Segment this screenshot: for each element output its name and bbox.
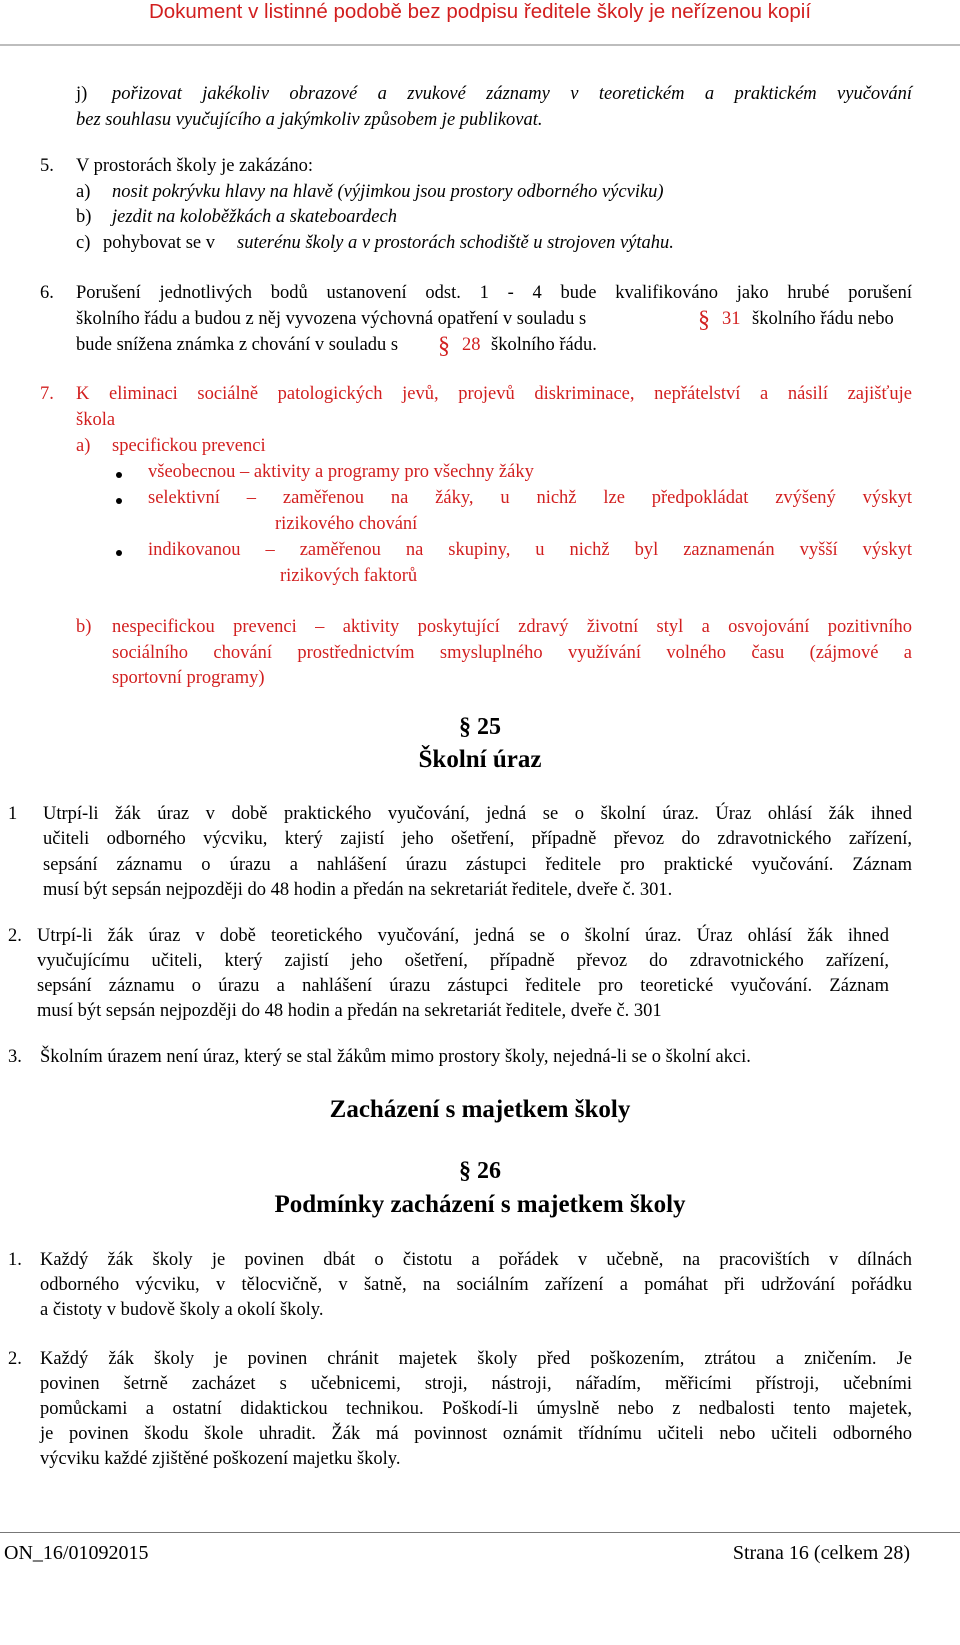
para25-item1-line: Utrpí-li žák úraz v době praktického vyučování, jedná se o školní úraz. Úraz ohlásí žák ihned bbox=[43, 804, 912, 824]
section7-bullet2-l1: selektivní – zaměřenou na žáky, u nichž lze předpokládat zvýšený výskyt bbox=[148, 488, 912, 508]
section5-a-text: nosit pokrývku hlavy na hlavě (výjimkou jsou prostory odborného výcviku) bbox=[112, 182, 664, 202]
bullet-dot bbox=[116, 498, 122, 504]
para26-item1-line: a čistoty v budově školy a okolí školy. bbox=[40, 1300, 324, 1320]
section6-line3b: školního řádu. bbox=[491, 335, 597, 355]
section7-bullet2-l2: rizikového chování bbox=[275, 514, 418, 534]
para25-item2-line: sepsání záznamu o úrazu a nahlášení úrazu zástupci ředitele pro teoretické vyučování. Záznam bbox=[37, 976, 889, 996]
section7-bullet3-l2: rizikových faktorů bbox=[280, 566, 418, 586]
section6-line2b: školního řádu nebo bbox=[752, 309, 894, 329]
section6-line1: Porušení jednotlivých bodů ustanovení odst. 1 - 4 bude kvalifikováno jako hrubé porušení bbox=[76, 283, 912, 303]
section7-b-label: b) bbox=[76, 617, 92, 637]
footer-doc-code: ON_16/01092015 bbox=[4, 1542, 149, 1564]
item-j-line1: pořizovat jakékoliv obrazové a zvukové záznamy v teoretickém a praktickém vyučování bbox=[112, 84, 912, 104]
footer-page-info: Strana 16 (celkem 28) bbox=[732, 1542, 910, 1564]
para25-item3-line: Školním úrazem není úraz, který se stal žákům mimo prostory školy, nejedná-li se o školní akci. bbox=[40, 1047, 751, 1067]
para25-item2-line: musí být sepsán nejpozději do 48 hodin a předán na sekretariát ředitele, dveře č. 301 bbox=[37, 1001, 662, 1021]
section5-b-label: b) bbox=[76, 207, 92, 227]
para25-item1-line: učiteli odborného výcviku, který zajistí jeho ošetření, případně převoz do zdravotnického zařízení, bbox=[43, 829, 912, 849]
para26-item1-line: odborného výcviku, v tělocvičně, v šatně, na sociálním zařízení a pomáhat při udržování pořádku bbox=[40, 1275, 912, 1295]
section6-para-sign-1: § bbox=[698, 307, 710, 333]
para26-title: Podmínky zacházení s majetkem školy bbox=[274, 1191, 686, 1218]
para26-item2-num: 2. bbox=[8, 1349, 22, 1369]
section7-number: 7. bbox=[40, 384, 54, 404]
para26-item2-line: výcviku každé zjištěné poškození majetku školy. bbox=[40, 1449, 401, 1469]
section5-number: 5. bbox=[40, 156, 54, 176]
bullet-dot bbox=[116, 550, 122, 556]
section6-number: 6. bbox=[40, 283, 54, 303]
section7-bullet3-l1: indikovanou – zaměřenou na skupiny, u nichž byl zaznamenán vyšší výskyt bbox=[148, 540, 912, 560]
section6-para-sign-2: § bbox=[438, 333, 450, 359]
section7-a-label: a) bbox=[76, 436, 91, 456]
section5-intro: V prostorách školy je zakázáno: bbox=[76, 156, 313, 176]
section7-a-text: specifickou prevenci bbox=[112, 436, 266, 456]
header-notice: Dokument v listinné podobě bez podpisu ředitele školy je neřízenou kopií bbox=[148, 0, 812, 23]
section5-a-label: a) bbox=[76, 182, 91, 202]
para26-item2-line: je povinen škodu škole uhradit. Žák má povinnost oznámit třídnímu učiteli nebo učiteli odborného bbox=[40, 1424, 912, 1444]
section6-ref1: 31 bbox=[722, 309, 741, 329]
section7-b-line1: nespecifickou prevenci – aktivity poskytující zdravý životní styl a osvojování pozitivního bbox=[112, 617, 912, 637]
para26-item1-line: Každý žák školy je povinen dbát o čistotu a pořádek v učebně, na pracovištích v dílnách bbox=[40, 1250, 912, 1270]
section7-bullet1: všeobecnou – aktivity a programy pro všechny žáky bbox=[148, 462, 534, 482]
para25-item1-line: sepsání záznamu o úrazu a nahlášení úrazu zástupci ředitele pro praktické vyučování. Záznam bbox=[43, 855, 912, 875]
section7-b-line3: sportovní programy) bbox=[112, 668, 265, 688]
header-divider bbox=[0, 44, 960, 46]
para25-item3-num: 3. bbox=[8, 1047, 22, 1067]
section7-line1: K eliminaci sociálně patologických jevů, projevů diskriminace, nepřátelství a násilí zajišťuje bbox=[76, 384, 912, 404]
section7-line2: škola bbox=[76, 410, 116, 430]
para25-item1-line: musí být sepsán nejpozději do 48 hodin a předán na sekretariát ředitele, dveře č. 301. bbox=[43, 880, 673, 900]
para25-title: Školní úraz bbox=[418, 746, 542, 773]
para26-number: § 26 bbox=[459, 1158, 501, 1184]
para25-item2-line: vyučujícímu učiteli, který zajistí jeho ošetření, případně převoz do zdravotnického zařízení, bbox=[37, 951, 889, 971]
para25-item2-num: 2. bbox=[8, 926, 22, 946]
item-j-line2: bez souhlasu vyučujícího a jakýmkoliv způsobem je publikovat. bbox=[76, 110, 543, 130]
chapter-title: Zacházení s majetkem školy bbox=[329, 1096, 631, 1123]
section6-line3a: bude snížena známka z chování v souladu s bbox=[76, 335, 399, 355]
section6-ref2: 28 bbox=[462, 335, 481, 355]
bullet-dot bbox=[116, 472, 122, 478]
para25-item2-line: Utrpí-li žák úraz v době teoretického vyučování, jedná se o školní úraz. Úraz ohlásí žák ihned bbox=[37, 926, 889, 946]
para26-item2-line: povinen šetrně zacházet s učebnicemi, stroji, nástroji, nářadím, měřicími přístroji, učebními bbox=[40, 1374, 912, 1394]
para26-item1-num: 1. bbox=[8, 1250, 22, 1270]
footer-divider bbox=[0, 1532, 960, 1533]
para26-item2-line: pomůckami a ostatní didaktickou technikou. Poškodí-li úmyslně nebo z nedbalosti tento majetek, bbox=[40, 1399, 912, 1419]
section5-b-text: jezdit na koloběžkách a skateboardech bbox=[112, 207, 397, 227]
section7-b-line2: sociálního chování prostřednictvím smysluplného využívání volného času (zájmové a bbox=[112, 643, 912, 663]
section5-c-plain: pohybovat se v bbox=[103, 233, 216, 253]
section6-line2a: školního řádu a budou z něj vyvozena výchovná opatření v souladu s bbox=[76, 309, 587, 329]
item-j-label: j) bbox=[76, 84, 88, 104]
para25-number: § 25 bbox=[459, 714, 501, 740]
section5-c-italic: suterénu školy a v prostorách schodiště u strojoven výtahu. bbox=[237, 233, 674, 253]
para26-item2-line: Každý žák školy je povinen chránit majetek školy před poškozením, ztrátou a zničením. Je bbox=[40, 1349, 912, 1369]
section5-c-label: c) bbox=[76, 233, 91, 253]
para25-item1-num: 1 bbox=[8, 804, 18, 824]
